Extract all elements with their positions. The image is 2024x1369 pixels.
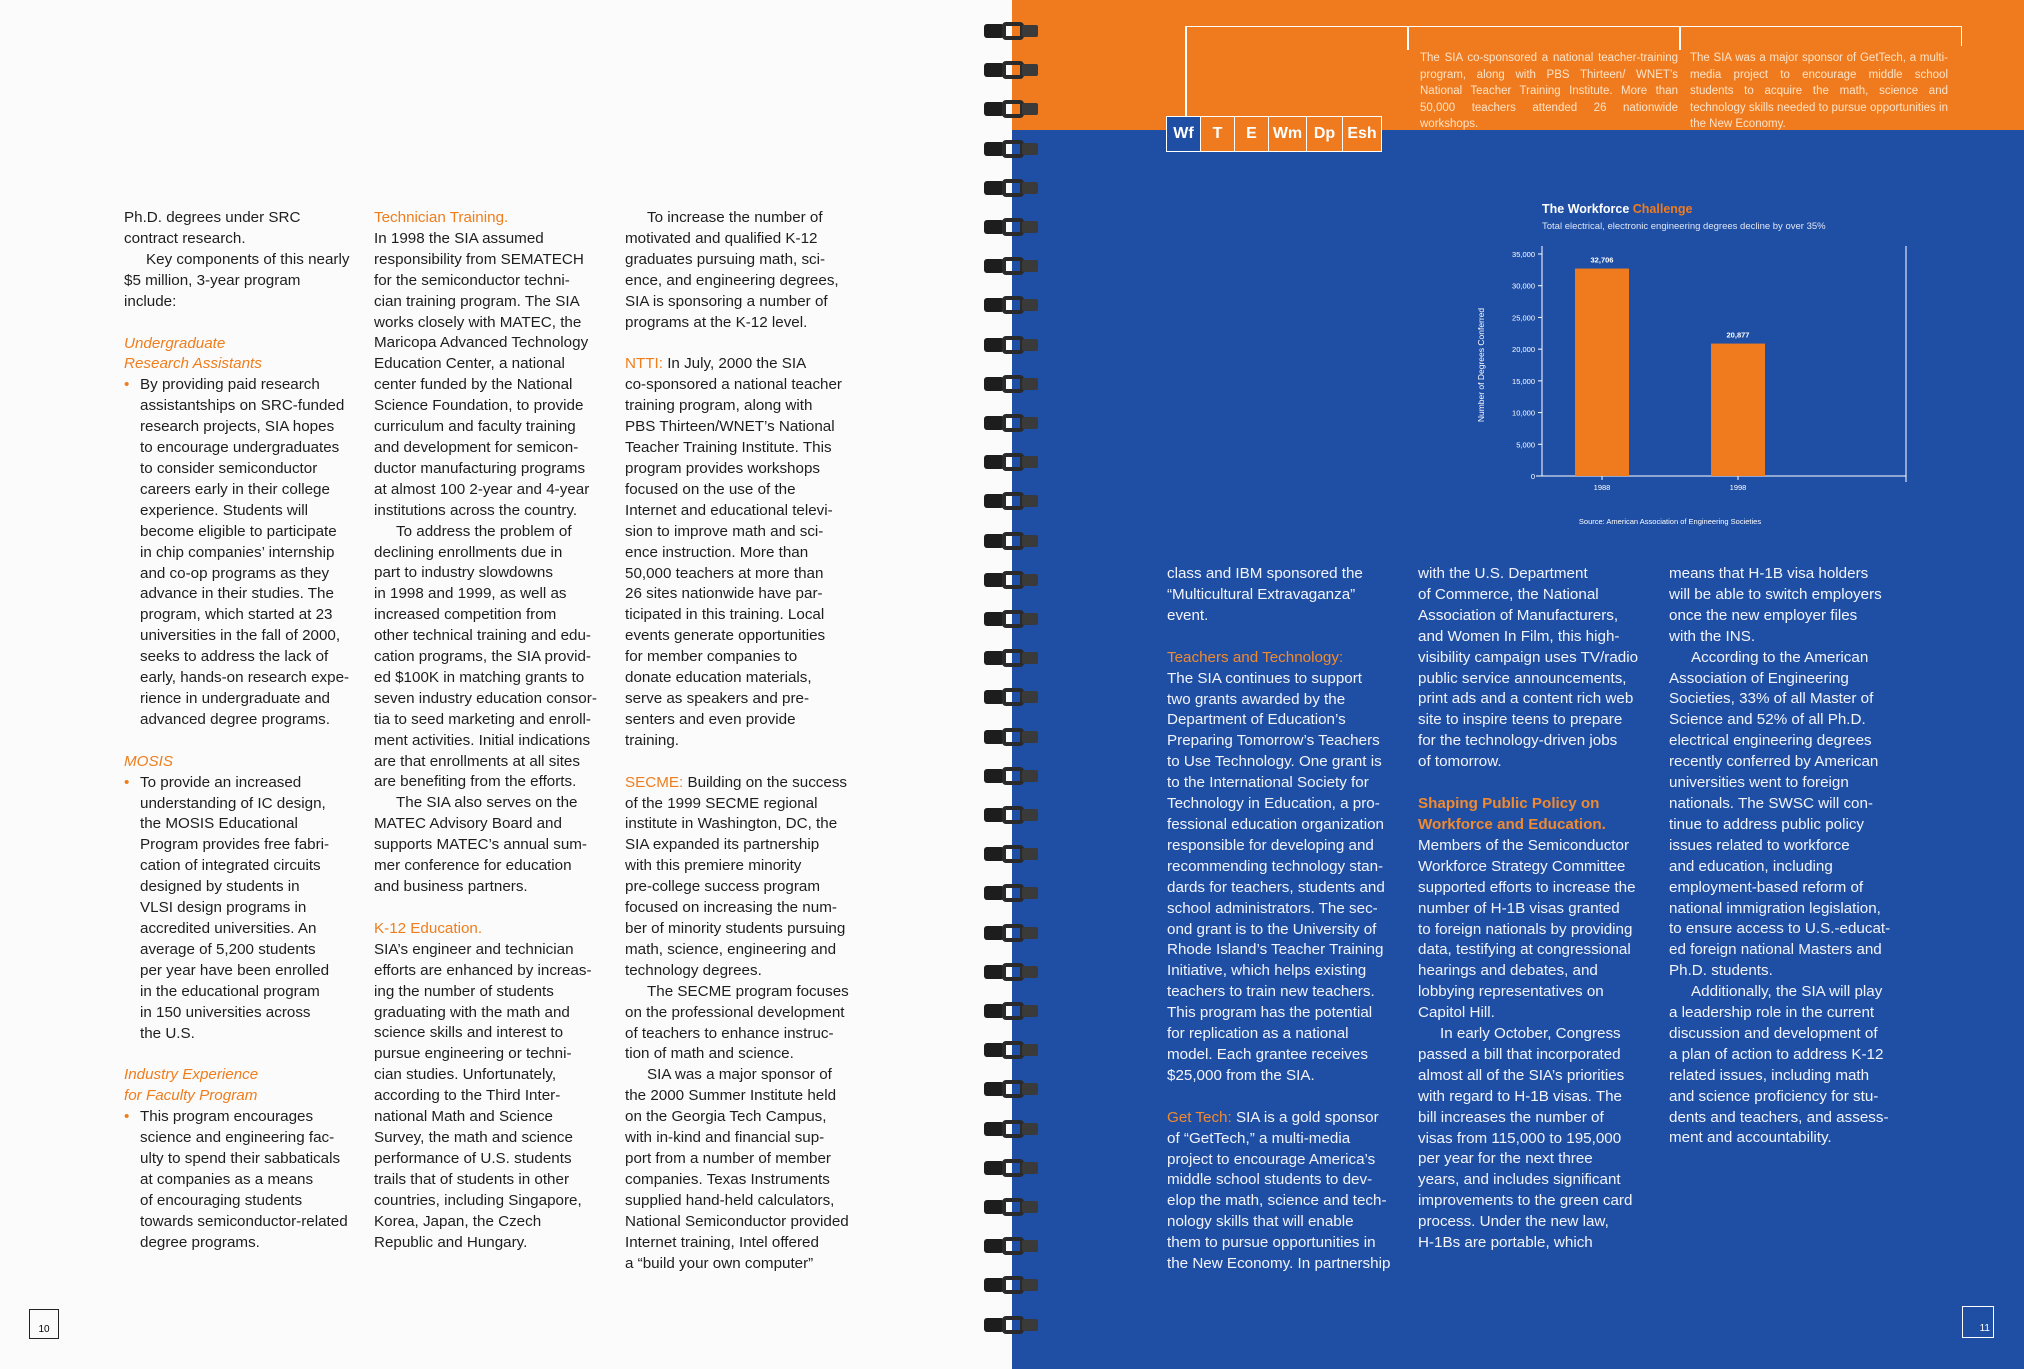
para-multicultural: class and IBM sponsored the “Multicultural Extravaganza” event.	[1167, 565, 1363, 624]
spiral-ring	[980, 373, 1046, 395]
section-tabs	[1166, 116, 1382, 152]
subhead-mosis: MOSIS	[124, 752, 173, 770]
spiral-ring	[980, 1118, 1046, 1140]
spiral-ring	[980, 961, 1046, 983]
para-h1b: means that H-1B visa holders will be able to switch employers once the new employer files with the INS.	[1669, 565, 1882, 645]
bullet-mosis: • To provide an increased understanding of IC design, the MOSIS Educational Program provides free fabri- cation of integrated circuits designed by students in VLSI design programs in accredited universities. An average of 5,200 students per year have been enrolled in the educational program in 150 universities across the U.S.	[124, 773, 330, 1042]
left-column-3	[625, 208, 861, 1274]
para-intro: Key components of this nearly $5 million, 3-year program include:	[124, 250, 350, 310]
y-tick-label: 10,000	[1512, 408, 1535, 418]
spiral-ring	[980, 569, 1046, 591]
inline-heading-secme: SECME:	[625, 773, 684, 791]
spiral-ring	[980, 1314, 1046, 1336]
para-technician-3: The SIA also serves on the MATEC Advisory Board and supports MATEC’s annual sum- mer conference for education and business partners.	[374, 794, 587, 895]
tab-e[interactable]: E	[1235, 117, 1269, 151]
tab-wf[interactable]: Wf	[1167, 117, 1201, 151]
bullet-dot: •	[124, 376, 130, 394]
para-k12: SIA’s engineer and technician efforts are enhanced by increas- ing the number of students graduating with the math and science skills and interest to pursue engineering or techni- cian studies. Unfortunately, according to the Third Inter- national Math and Science Survey, the math and science performance of U.S. students trails that of students in other countries, including Singapore, Korea, Japan, the Czech Republic and Hungary.	[374, 940, 592, 1251]
chart-svg	[1456, 196, 1916, 536]
bracket-divider	[1407, 26, 1409, 50]
bar-1988	[1575, 269, 1629, 476]
spiral-ring	[980, 765, 1046, 787]
spiral-ring	[980, 647, 1046, 669]
tab-wm[interactable]: Wm	[1269, 117, 1307, 151]
subhead-undergraduate: Undergraduate Research Assistants	[124, 334, 262, 373]
para-secme: SECME: Building on the success of the 1999 SECME regional institute in Washington, DC, the SIA expanded its partnership with this premiere minority pre-college success program focused on increasing the num- ber of minority students pursuing math, science, engineering and technology degrees.	[625, 773, 848, 979]
heading-public-policy: Shaping Public Policy on Workforce and Education.	[1418, 795, 1606, 833]
left-column-1	[124, 208, 360, 1254]
right-column-1	[1167, 564, 1403, 1275]
subhead-industry-experience: Industry Experience for Faculty Program	[124, 1066, 259, 1105]
right-column-2	[1418, 564, 1654, 1254]
y-tick-label: 20,000	[1512, 345, 1535, 355]
spiral-ring	[980, 255, 1046, 277]
spiral-binding	[980, 20, 1046, 1350]
para-public-policy: Members of the Semiconductor Workforce Strategy Committee supported efforts to increase the number of H-1B visas granted to foreign nationals by providing data, testifying at congressional hearings and debates, and lobbying representatives on Capitol Hill.	[1418, 836, 1636, 1022]
spiral-ring	[980, 138, 1046, 160]
spiral-ring	[980, 177, 1046, 199]
spiral-ring	[980, 490, 1046, 512]
spiral-ring	[980, 1274, 1046, 1296]
para-gettech: Get Tech: SIA is a gold sponsor of “GetTech,” a multi-media project to encourage America’s middle school students to dev- elop the math, science and tech- nology skills that will enable them to pursue opportunities in the New Economy. In partnership	[1167, 1108, 1391, 1273]
heading-teachers-technology: Teachers and Technology:	[1167, 648, 1344, 666]
y-tick-label: 30,000	[1512, 281, 1535, 291]
para-commerce: with the U.S. Department of Commerce, the National Association of Manufacturers, and Women In Film, this high- visibility campaign uses TV/radio public service announcements, print ads and a content rich web site to inspire teens to prepare for the technology-driven jobs of tomorrow.	[1418, 565, 1639, 771]
spiral-ring	[980, 804, 1046, 826]
para-teachers-technology: The SIA continues to support two grants awarded by the Department of Education’s Preparing Tomorrow’s Teachers to Use Technology. One grant is to the International Society for Technology in Education, a pro- fessional education organization responsible for developing and recommending technology stan- dards for teachers, students and school administrators. The sec- ond grant is to the University of Rhode Island’s Teacher Training Initiative, which helps existing teachers to train new teachers. This program has the potential for replication as a national model. Each grantee receives $25,000 from the SIA.	[1167, 669, 1385, 1084]
tab-dp[interactable]: Dp	[1307, 117, 1343, 151]
para-secme-2: The SECME program focuses on the professional development of teachers to enhance instruc- tion of math and science.	[625, 982, 849, 1063]
spiral-ring	[980, 1000, 1046, 1022]
para-additionally: Additionally, the SIA will play a leadership role in the current discussion and development of a plan of action to address K-12 related issues, including math and science proficiency for stu- dents and teachers, and assess- ment and accountability.	[1669, 983, 1889, 1147]
spiral-ring	[980, 608, 1046, 630]
spiral-ring	[980, 843, 1046, 865]
page-number-left: 10	[29, 1309, 59, 1339]
spiral-ring	[980, 98, 1046, 120]
heading-k12-education: K-12 Education.	[374, 919, 483, 937]
right-page	[1012, 0, 2024, 1369]
chart-title: The Workforce Challenge	[1542, 202, 1693, 216]
spiral-ring	[980, 922, 1046, 944]
spiral-ring	[980, 1196, 1046, 1218]
blurb-ntti: The SIA co-sponsored a national teacher-training program, along with PBS Thirteen/ WNET’s National Teacher Training Institute. More than 50,000 teachers attended 26 nationwide workshops.	[1420, 52, 1678, 131]
spiral-ring	[980, 334, 1046, 356]
bar-1998	[1711, 344, 1765, 476]
bullet-undergraduate: • By providing paid research assistantships on SRC-funded research projects, SIA hopes to encourage undergraduates to consider semiconductor careers early in their college experience. Students will become eligible to participate in chip companies’ internship and co-op programs as they advance in their studies. The program, which started at 23 universities in the fall of 2000, seeks to address the lack of early, hands-on research expe- rience in undergraduate and advanced degree programs.	[124, 376, 350, 728]
spiral-ring	[980, 412, 1046, 434]
page-number-right: 11	[1962, 1306, 1994, 1338]
spiral-ring	[980, 294, 1046, 316]
spiral-ring	[980, 1235, 1046, 1257]
para-lead: Ph.D. degrees under SRC contract research.	[124, 209, 301, 247]
spiral-ring	[980, 59, 1046, 81]
inline-heading-ntti: NTTI:	[625, 355, 663, 373]
para-congress: In early October, Congress passed a bill that incorporated almost all of the SIA’s priorities with regard to H-1B visas. The bill increases the number of visas from 115,000 to 195,000 per year for the next three years, and includes significant improvements to the green card process. Under the new law, H-1Bs are portable, which	[1418, 1025, 1633, 1252]
spiral-ring	[980, 1078, 1046, 1100]
para-k12-programs: To increase the number of motivated and qualified K-12 graduates pursuing math, sci- ence, and engineering degrees, SIA is sponsoring a number of programs at the K-12 level.	[625, 209, 839, 331]
spiral-ring	[980, 20, 1046, 42]
y-tick-label: 25,000	[1512, 313, 1535, 323]
spiral-ring	[980, 216, 1046, 238]
bracket-divider	[1679, 26, 1681, 50]
header-bracket-line	[1185, 26, 1962, 46]
bar-value-label: 20,877	[1726, 330, 1750, 340]
workforce-chart	[1456, 196, 1916, 536]
spiral-ring	[980, 882, 1046, 904]
spiral-ring	[980, 686, 1046, 708]
blurb-gettech: The SIA was a major sponsor of GetTech, a multi-media project to encourage middle school students to acquire the math, science and technology skills needed to pursue opportunities in the New Economy.	[1690, 52, 1948, 131]
para-technician-1: In 1998 the SIA assumed responsibility from SEMATECH for the semiconductor techni- cian training program. The SIA works closely with MATEC, the Maricopa Advanced Technology Education Center, a national center funded by the National Science Foundation, to provide curriculum and faculty training and development for semicon- ductor manufacturing programs at almost 100 2-year and 4-year institutions across the country.	[374, 229, 590, 519]
inline-heading-gettech: Get Tech:	[1167, 1108, 1232, 1126]
right-column-3	[1669, 564, 1905, 1149]
para-technician-2: To address the problem of declining enrollments due in part to industry slowdowns in 1998 and 1999, as well as increased competition from other technical training and edu- cation programs, the SIA provid- ed $100K in matching grants to seven industry education consor- tia to seed marketing and enroll- ment activities. Initial indications are that enrollments at all sites are benefiting from the efforts.	[374, 522, 597, 791]
y-tick-label: 5,000	[1516, 440, 1535, 450]
spiral-ring	[980, 451, 1046, 473]
spiral-ring	[980, 530, 1046, 552]
tab-t[interactable]: T	[1201, 117, 1235, 151]
spiral-ring	[980, 726, 1046, 748]
bullet-dot: •	[124, 1108, 130, 1126]
para-summer-institute: SIA was a major sponsor of the 2000 Summer Institute held on the Georgia Tech Campus, with in-kind and financial sup- port from a number of member companies. Texas Instruments supplied hand-held calculators, National Semiconductor provided Internet training, Intel offered a “build your own computer”	[625, 1066, 849, 1272]
chart-subtitle: Total electrical, electronic engineering degrees decline by over 35%	[1542, 221, 1826, 232]
para-aaes: According to the American Association of Engineering Societies, 33% of all Master of Science and 52% of all Ph.D. electrical engineering degrees recently conferred by American universities went to foreign nationals. The SWSC will con- tinue to address public policy issues related to workforce and education, including employment-based reform of national immigration legislation, to ensure access to U.S.-educat- ed foreign national Masters and Ph.D. students.	[1669, 648, 1891, 980]
y-tick-label: 0	[1530, 472, 1535, 481]
bullet-industry-experience: • This program encourages science and engineering fac- ulty to spend their sabbaticals at companies as a means of encouraging students towards semiconductor-related degree programs.	[124, 1108, 348, 1251]
y-tick-label: 15,000	[1512, 376, 1535, 386]
left-column-2	[374, 208, 610, 1253]
x-tick-label: 1998	[1729, 483, 1747, 492]
bullet-dot: •	[124, 773, 130, 791]
bracket-stem	[1185, 26, 1187, 118]
bar-value-label: 32,706	[1590, 255, 1614, 265]
tab-esh[interactable]: Esh	[1343, 117, 1381, 151]
spiral-ring	[980, 1039, 1046, 1061]
spiral-ring	[980, 1157, 1046, 1179]
x-tick-label: 1988	[1593, 483, 1611, 492]
y-tick-label: 35,000	[1512, 250, 1535, 259]
para-ntti: NTTI: In July, 2000 the SIA co-sponsored a national teacher training program, along with PBS Thirteen/WNET’s National Teacher Training Institute. This program provides workshops focused on the use of the Internet and educational televi- sion to improve math and sci- ence instruction. More than 50,000 teachers at more than 26 sites nationwide have par- ticipated in this training. Local events generate opportunities for member companies to donate education materials, serve as speakers and pre- senters and even provide training.	[625, 355, 842, 749]
heading-technician-training: Technician Training.	[374, 209, 509, 226]
y-axis-label: Number of Degrees Conferred	[1476, 307, 1486, 423]
chart-source: Source: American Association of Engineering Societies	[1578, 517, 1762, 526]
